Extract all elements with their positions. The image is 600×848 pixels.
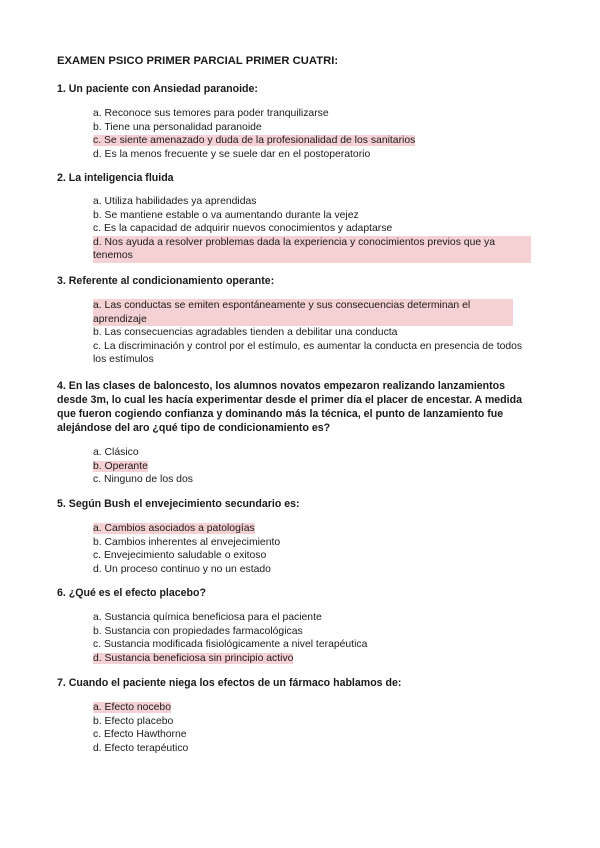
question-6 [57, 586, 537, 665]
question-3 [57, 274, 537, 367]
option-d: d. Efecto terapéutico [93, 742, 189, 754]
option-list [93, 107, 537, 161]
option-b: b. Las consecuencias agradables tienden a debilitar una conducta [93, 327, 398, 339]
question-text: 1. Un paciente con Ansiedad paranoide: [57, 83, 258, 95]
option-d: d. Un proceso continuo y no un estado [93, 563, 271, 575]
option-b: b. Tiene una personalidad paranoide [93, 121, 262, 133]
question-text: 4. En las clases de baloncesto, los alumnos novatos empezaron realizando lanzamientos desde 3m, lo cual les hacía experimentar desde el primer día el placer de encestar. A medida que fueron cogiendo confianza y dominando más la técnica, el punto de lanzamiento fue alejándose del aro ¿qué tipo de condicionamiento es? [57, 380, 522, 434]
option-a: a. Clásico [93, 447, 139, 458]
option-c: c. La discriminación y control por el estímulo, es aumentar la conducta en presencia de todos los estímulos [93, 340, 523, 366]
question-text: 5. Según Bush el envejecimiento secundario es: [57, 498, 300, 510]
option-c: c. Efecto Hawthorne [93, 729, 187, 741]
option-a-highlighted: a. Las conductas se emiten espontáneamente y sus consecuencias determinan el aprendizaje [93, 299, 513, 326]
question-4 [57, 379, 532, 487]
option-b: b. Cambios inherentes al envejecimiento [93, 536, 281, 548]
option-b: b. Se mantiene estable o va aumentando durante la vejez [93, 209, 359, 221]
option-list [93, 611, 537, 665]
exam-title: EXAMEN PSICO PRIMER PARCIAL PRIMER CUATRI: [57, 55, 339, 67]
question-text: 3. Referente al condicionamiento operante: [57, 275, 275, 287]
question-2 [57, 171, 537, 263]
question-5 [57, 497, 537, 576]
option-c: c. Sustancia modificada fisiológicamente a nivel terapéutica [93, 639, 368, 651]
question-1 [57, 82, 537, 161]
option-d-highlighted: d. Sustancia beneficiosa sin principio activo [93, 652, 294, 664]
option-c: c. Es la capacidad de adquirir nuevos conocimientos y adaptarse [93, 223, 393, 235]
option-a: a. Utiliza habilidades ya aprendidas [93, 196, 257, 207]
option-a-highlighted: a. Cambios asociados a patologías [93, 523, 255, 534]
option-b: b. Efecto placebo [93, 715, 174, 727]
option-list [93, 195, 537, 263]
option-c: c. Envejecimiento saludable o exitoso [93, 550, 267, 562]
option-a: a. Reconoce sus temores para poder tranquilizarse [93, 108, 329, 119]
option-c-highlighted: c. Se siente amenazado y duda de la profesionalidad de los sanitarios [93, 135, 416, 147]
question-text: 6. ¿Qué es el efecto placebo? [57, 587, 206, 599]
option-c: c. Ninguno de los dos [93, 474, 193, 486]
option-a: a. Sustancia química beneficiosa para el paciente [93, 612, 322, 623]
option-list [93, 701, 537, 755]
option-a-highlighted: a. Efecto nocebo [93, 702, 171, 713]
question-text: 7. Cuando el paciente niega los efectos de un fármaco hablamos de: [57, 677, 402, 689]
option-list [93, 446, 532, 487]
question-7 [57, 676, 537, 755]
option-list [93, 299, 537, 367]
option-list [93, 522, 537, 576]
option-d: d. Es la menos frecuente y se suele dar en el postoperatorio [93, 148, 371, 160]
question-text: 2. La inteligencia fluida [57, 172, 174, 184]
option-d-highlighted: d. Nos ayuda a resolver problemas dada la experiencia y conocimientos previos que ya tenemos [93, 236, 531, 263]
option-b: b. Sustancia con propiedades farmacológicas [93, 625, 303, 637]
option-b-highlighted: b. Operante [93, 460, 148, 472]
